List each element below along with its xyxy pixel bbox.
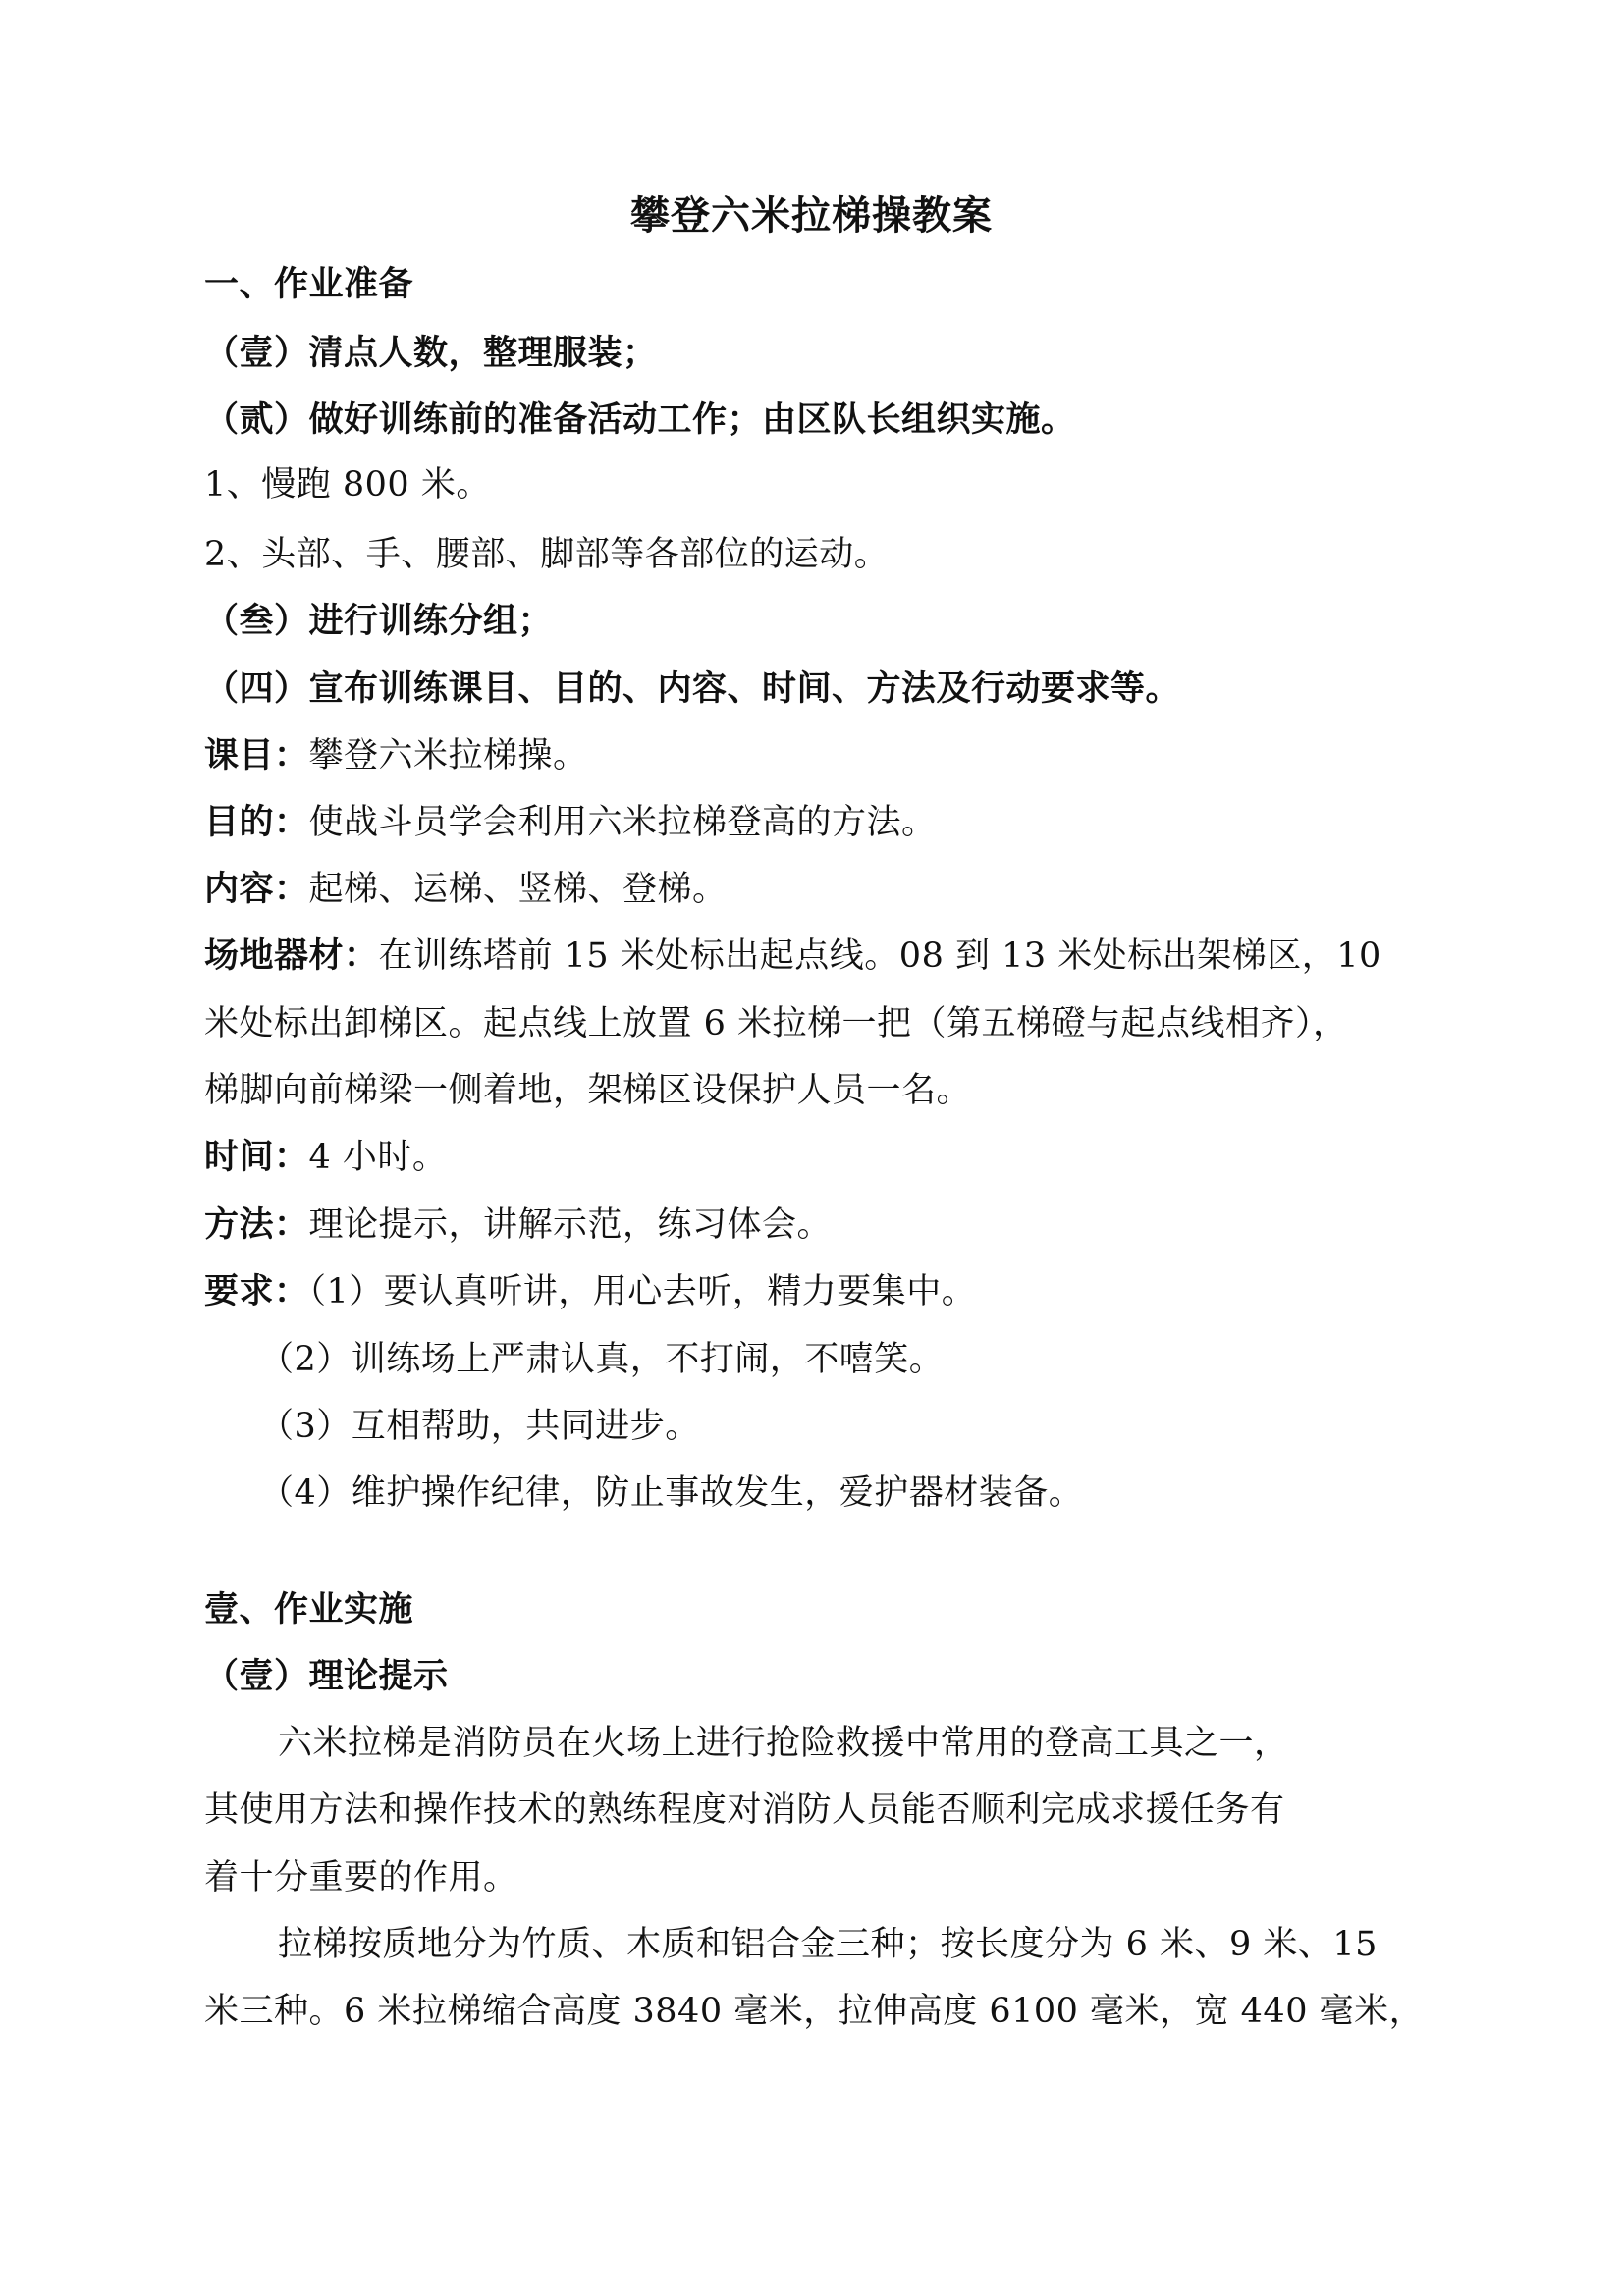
- subject-label: 课目：: [204, 736, 309, 775]
- paragraph-1-line-2: 其使用方法和操作技术的熟练程度对消防人员能否顺利完成求援任务有: [204, 1790, 1285, 1830]
- method-row: [204, 1201, 832, 1249]
- requirement-3: （3）互相帮助，共同进步。: [259, 1407, 700, 1446]
- content-row: [204, 866, 728, 913]
- content-text: 起梯、运梯、竖梯、登梯。: [308, 870, 728, 909]
- paragraph-1-line-1: 六米拉梯是消防员在火场上进行抢险救援中常用的登高工具之一，: [278, 1724, 1289, 1763]
- requirements-row: [204, 1268, 976, 1315]
- purpose-row: [204, 799, 937, 846]
- prep-item-1: （壹）清点人数，整理服装；: [204, 334, 658, 373]
- section-heading-preparation: 一、作业准备: [204, 265, 414, 304]
- requirement-4: （4）维护操作纪律，防止事故发生，爱护器材装备。: [259, 1473, 1084, 1513]
- time-label: 时间：: [204, 1138, 309, 1177]
- venue-label: 场地器材：: [204, 936, 379, 976]
- venue-text-line-3: 梯脚向前梯梁一侧着地，架梯区设保护人员一名。: [204, 1071, 972, 1110]
- time-text: 4 小时。: [308, 1138, 448, 1177]
- prep-step-1: 1、慢跑 800 米。: [204, 465, 491, 505]
- venue-text-line-2: 米处标出卸梯区。起点线上放置 6 米拉梯一把（第五梯磴与起点线相齐），: [204, 1004, 1348, 1043]
- paragraph-2-line-2: 米三种。6 米拉梯缩合高度 3840 毫米，拉伸高度 6100 毫米，宽 440 毫米，: [204, 1992, 1425, 2031]
- purpose-label: 目的：: [204, 803, 309, 842]
- subsection-theory: （壹）理论提示: [204, 1657, 449, 1696]
- subject-text: 攀登六米拉梯操。: [308, 736, 588, 775]
- paragraph-1-line-3: 着十分重要的作用。: [204, 1858, 518, 1897]
- subject-row: [204, 732, 588, 779]
- requirement-1: （1）要认真听讲，用心去听，精力要集中。: [308, 1272, 977, 1311]
- prep-item-4: （四）宣布训练课目、目的、内容、时间、方法及行动要求等。: [204, 669, 1181, 709]
- venue-text-line-1: 在训练塔前 15 米处标出起点线。08 到 13 米处标出架梯区，10: [378, 936, 1381, 976]
- requirement-2: （2）训练场上严肃认真，不打闹，不嘻笑。: [259, 1340, 945, 1379]
- requirements-label: 要求：: [204, 1272, 309, 1311]
- document-title: 攀登六米拉梯操教案: [630, 193, 993, 239]
- section-heading-implementation: 壹、作业实施: [204, 1590, 414, 1629]
- method-label: 方法：: [204, 1205, 309, 1245]
- content-label: 内容：: [204, 870, 309, 909]
- prep-step-2: 2、头部、手、腰部、脚部等各部位的运动。: [204, 535, 890, 574]
- prep-item-3: （叁）进行训练分组；: [204, 602, 554, 641]
- method-text: 理论提示，讲解示范，练习体会。: [308, 1205, 833, 1245]
- paragraph-2-line-1: 拉梯按质地分为竹质、木质和铝合金三种；按长度分为 6 米、9 米、15: [278, 1925, 1378, 1964]
- prep-item-2: （贰）做好训练前的准备活动工作；由区队长组织实施。: [204, 400, 1076, 440]
- time-row: [204, 1134, 447, 1181]
- venue-row: [204, 933, 1381, 980]
- purpose-text: 使战斗员学会利用六米拉梯登高的方法。: [308, 803, 937, 842]
